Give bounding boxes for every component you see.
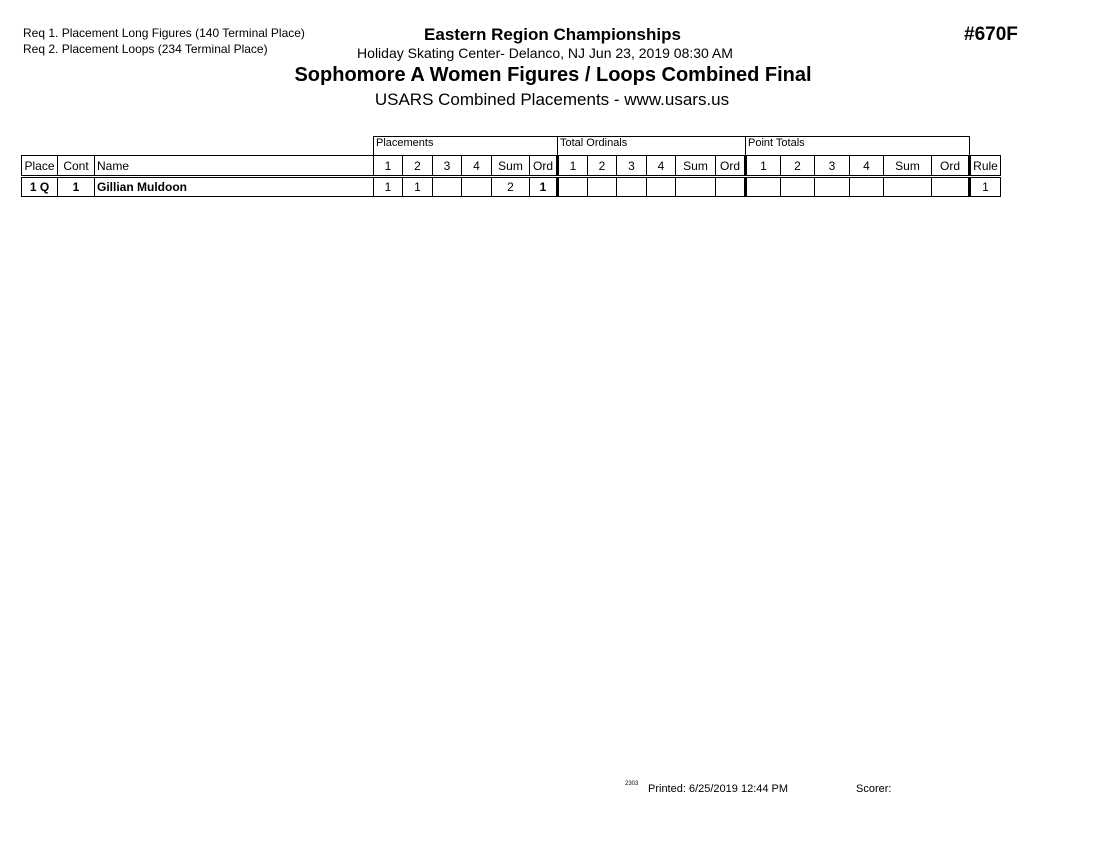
group-placements: Placements <box>374 137 558 156</box>
cell-placements-3 <box>433 177 462 197</box>
cell-ordinals-ord <box>716 177 746 197</box>
col-points-sum: Sum <box>884 156 932 177</box>
col-placements-2: 2 <box>403 156 433 177</box>
cell-rule: 1 <box>970 177 1001 197</box>
event-title: Eastern Region Championships <box>424 25 681 44</box>
col-ordinals-sum: Sum <box>676 156 716 177</box>
col-points-ord: Ord <box>932 156 970 177</box>
cell-ordinals-sum <box>676 177 716 197</box>
col-cont: Cont <box>58 156 95 177</box>
venue-line: Holiday Skating Center- Delanco, NJ Jun 23, 2019 08:30 AM <box>357 45 733 61</box>
col-ordinals-ord: Ord <box>716 156 746 177</box>
column-header-row <box>22 156 1001 177</box>
col-place: Place <box>22 156 58 177</box>
col-placements-sum: Sum <box>492 156 530 177</box>
cell-points-ord <box>932 177 970 197</box>
cell-placements-ord: 1 <box>530 177 558 197</box>
col-placements-1: 1 <box>374 156 403 177</box>
cell-points-sum <box>884 177 932 197</box>
cell-points-3 <box>815 177 850 197</box>
group-total-ordinals: Total Ordinals <box>558 137 746 156</box>
cell-ordinals-2 <box>588 177 617 197</box>
col-points-3: 3 <box>815 156 850 177</box>
cell-ordinals-3 <box>617 177 647 197</box>
event-number: #670F <box>964 24 1018 45</box>
col-rule: Rule <box>970 156 1001 177</box>
page-subtitle: USARS Combined Placements - www.usars.us <box>374 90 730 109</box>
col-points-1: 1 <box>746 156 781 177</box>
requirement-1: Req 1. Placement Long Figures (140 Terminal Place) <box>23 26 305 40</box>
table-row <box>22 177 1001 197</box>
printed-timestamp: Printed: 6/25/2019 12:44 PM <box>648 783 789 795</box>
cell-points-4 <box>850 177 884 197</box>
col-placements-ord: Ord <box>530 156 558 177</box>
cell-placements-2: 1 <box>403 177 433 197</box>
cell-ordinals-4 <box>647 177 676 197</box>
cell-placements-sum: 2 <box>492 177 530 197</box>
col-ordinals-2: 2 <box>588 156 617 177</box>
col-placements-3: 3 <box>433 156 462 177</box>
col-points-4: 4 <box>850 156 884 177</box>
col-placements-4: 4 <box>462 156 492 177</box>
col-ordinals-4: 4 <box>647 156 676 177</box>
requirement-2: Req 2. Placement Loops (234 Terminal Place) <box>23 42 268 56</box>
scorer-label: Scorer: <box>856 783 892 795</box>
cell-ordinals-1 <box>558 177 588 197</box>
results-table <box>21 136 1001 197</box>
cell-points-1 <box>746 177 781 197</box>
col-ordinals-3: 3 <box>617 156 647 177</box>
col-points-2: 2 <box>781 156 815 177</box>
cell-points-2 <box>781 177 815 197</box>
cell-cont: 1 <box>58 177 95 197</box>
col-ordinals-1: 1 <box>558 156 588 177</box>
footer-code: 2303 <box>625 781 639 787</box>
group-point-totals: Point Totals <box>746 137 970 156</box>
cell-place: 1 Q <box>22 177 58 197</box>
page-title: Sophomore A Women Figures / Loops Combined Final <box>294 64 812 86</box>
cell-placements-4 <box>462 177 492 197</box>
cell-name: Gillian Muldoon <box>95 177 374 197</box>
group-header-row <box>22 137 1001 156</box>
cell-placements-1: 1 <box>374 177 403 197</box>
col-name: Name <box>95 156 374 177</box>
